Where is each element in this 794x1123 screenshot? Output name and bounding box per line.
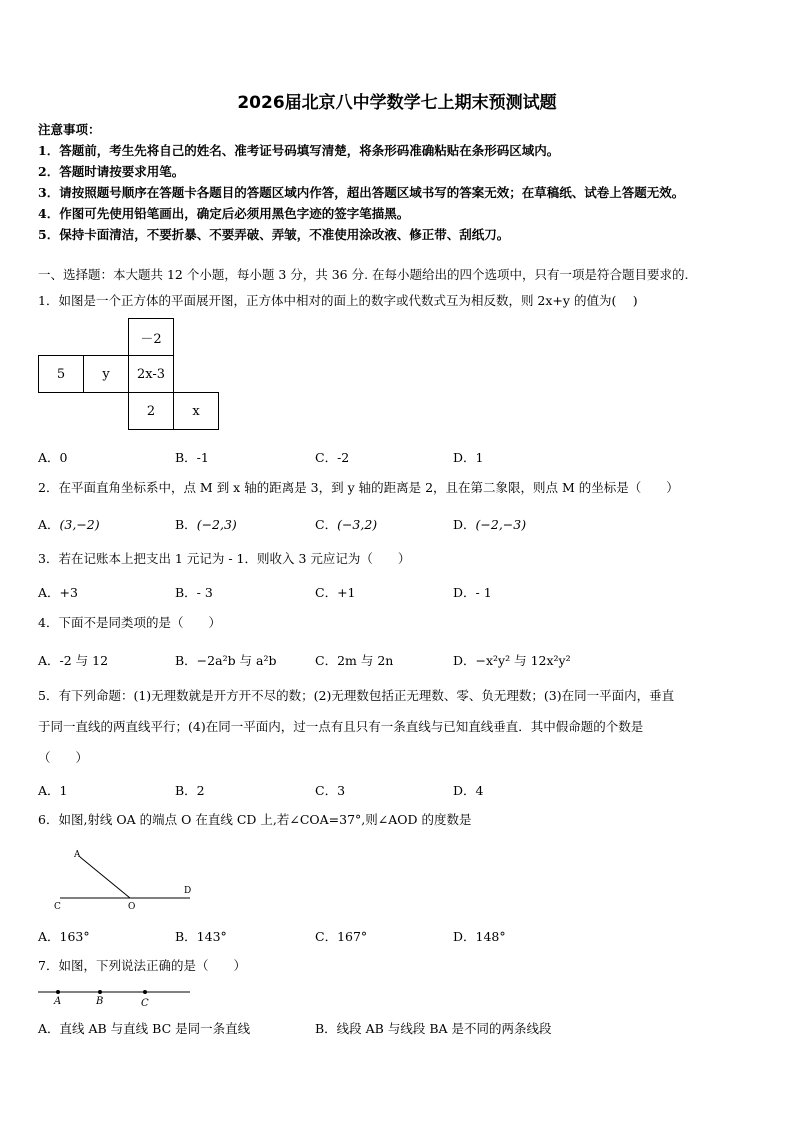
point-b	[98, 990, 102, 994]
q3-option-d[interactable]: D．- 1	[453, 585, 492, 600]
angle-figure	[50, 845, 200, 915]
page-title: 2026届北京八中学数学七上期末预测试题	[237, 93, 557, 113]
question-5-line-2: 于同一直线的两直线平行；(4)在同一平面内，过一点有且只有一条直线与已知直线垂直．其中假命题的个数是	[38, 719, 644, 734]
point-a	[56, 990, 60, 994]
q1-option-b[interactable]: B．-1	[175, 450, 209, 465]
q3-option-a[interactable]: A．+3	[38, 585, 78, 600]
q2-option-c-value: (−3,2)	[337, 517, 378, 532]
cube-net-figure	[38, 318, 219, 430]
q7-option-a[interactable]: A．直线 AB 与直线 BC 是同一条直线	[38, 1021, 251, 1036]
q2-option-d-label: D．	[453, 517, 476, 532]
question-3-stem: 3．若在记账本上把支出 1 元记为 - 1．则收入 3 元应记为（ ）	[38, 551, 411, 566]
question-1-stem: 1．如图是一个正方体的平面展开图，正方体中相对的面上的数字或代数式互为相反数，则 2x+y 的值为( )	[38, 293, 638, 308]
q3-option-c[interactable]: C．+1	[315, 585, 356, 600]
net-cell-5: 5	[39, 356, 84, 393]
q4-option-d[interactable]: D．−x²y² 与 12x²y²	[453, 653, 571, 668]
q2-option-a[interactable]	[38, 515, 100, 533]
q5-option-d[interactable]: D．4	[453, 783, 484, 798]
q2-option-b-value: (−2,3)	[196, 517, 237, 532]
q2-option-b[interactable]	[175, 515, 237, 533]
q7-option-b[interactable]: B．线段 AB 与线段 BA 是不同的两条线段	[315, 1021, 552, 1036]
net-cell-y: y	[84, 356, 129, 393]
question-2-stem: 2．在平面直角坐标系中，点 M 到 x 轴的距离是 3，到 y 轴的距离是 2，且在第二象限，则点 M 的坐标是（ ）	[38, 480, 679, 495]
notice-item-1: 1．答题前，考生先将自己的姓名、准考证号码填写清楚，将条形码准确粘贴在条形码区域内。	[38, 143, 560, 158]
q6-option-b[interactable]: B．143°	[175, 929, 227, 944]
q2-option-d-value: (−2,−3)	[475, 517, 527, 532]
notice-item-2: 2．答题时请按要求用笔。	[38, 164, 185, 179]
q4-option-b[interactable]: B．−2a²b 与 a²b	[175, 653, 277, 668]
q4-option-c[interactable]: C．2m 与 2n	[315, 653, 394, 668]
label-o: O	[128, 902, 136, 912]
point-c	[143, 990, 147, 994]
q2-option-a-value: (3,−2)	[59, 517, 100, 532]
q1-option-d[interactable]: D．1	[453, 450, 484, 465]
ray-oa	[80, 857, 130, 898]
q6-option-d[interactable]: D．148°	[453, 929, 506, 944]
q5-option-c[interactable]: C．3	[315, 783, 346, 798]
q2-option-b-label: B．	[175, 517, 197, 532]
q5-option-a[interactable]: A．1	[38, 783, 68, 798]
q1-option-a[interactable]: A．0	[38, 450, 68, 465]
question-5-line-1: 5．有下列命题：(1)无理数就是开方开不尽的数；(2)无理数包括正无理数、零、负无理数；(3)在同一平面内，垂直	[38, 688, 675, 703]
notice-heading: 注意事项：	[38, 122, 101, 137]
label-c: C	[141, 998, 149, 1009]
net-cell-2: 2	[129, 393, 174, 430]
notice-item-3: 3．请按照题号顺序在答题卡各题目的答题区域内作答，超出答题区域书写的答案无效；在草稿纸、试卷上答题无效。	[38, 185, 685, 200]
label-a: A	[54, 996, 62, 1007]
q2-option-c[interactable]	[315, 515, 377, 533]
question-5-line-3: （ ）	[38, 750, 89, 765]
section-heading: 一、选择题：本大题共 12 个小题，每小题 3 分，共 36 分. 在每小题给出的四个选项中，只有一项是符合题目要求的.	[38, 267, 689, 282]
notice-item-4: 4．作图可先使用铅笔画出，确定后必须用黑色字迹的签字笔描黑。	[38, 206, 410, 221]
label-d: D	[184, 886, 192, 896]
notice-item-5: 5．保持卡面清洁，不要折暴、不要弄破、弄皱，不准使用涂改液、修正带、刮纸刀。	[38, 227, 510, 242]
q2-option-c-label: C．	[315, 517, 338, 532]
q6-option-a[interactable]: A．163°	[38, 929, 90, 944]
q5-option-b[interactable]: B．2	[175, 783, 205, 798]
q2-option-a-label: A．	[38, 517, 60, 532]
q3-option-b[interactable]: B．- 3	[175, 585, 213, 600]
net-cell-top: －2	[129, 319, 174, 356]
q6-option-c[interactable]: C．167°	[315, 929, 368, 944]
net-cell-x: x	[174, 393, 219, 430]
label-c: C	[54, 902, 61, 912]
line-abc-figure	[38, 984, 193, 1008]
question-6-stem: 6．如图,射线 OA 的端点 O 在直线 CD 上,若∠COA=37°,则∠AOD 的度数是	[38, 812, 472, 827]
label-b: B	[96, 996, 104, 1007]
q1-option-c[interactable]: C．-2	[315, 450, 350, 465]
label-a: A	[74, 850, 81, 860]
net-cell-2x-3: 2x-3	[129, 356, 174, 393]
q2-option-d[interactable]	[453, 515, 526, 533]
q4-option-a[interactable]: A．-2 与 12	[38, 653, 109, 668]
question-4-stem: 4．下面不是同类项的是（ ）	[38, 615, 221, 630]
question-7-stem: 7．如图，下列说法正确的是（ ）	[38, 958, 246, 973]
